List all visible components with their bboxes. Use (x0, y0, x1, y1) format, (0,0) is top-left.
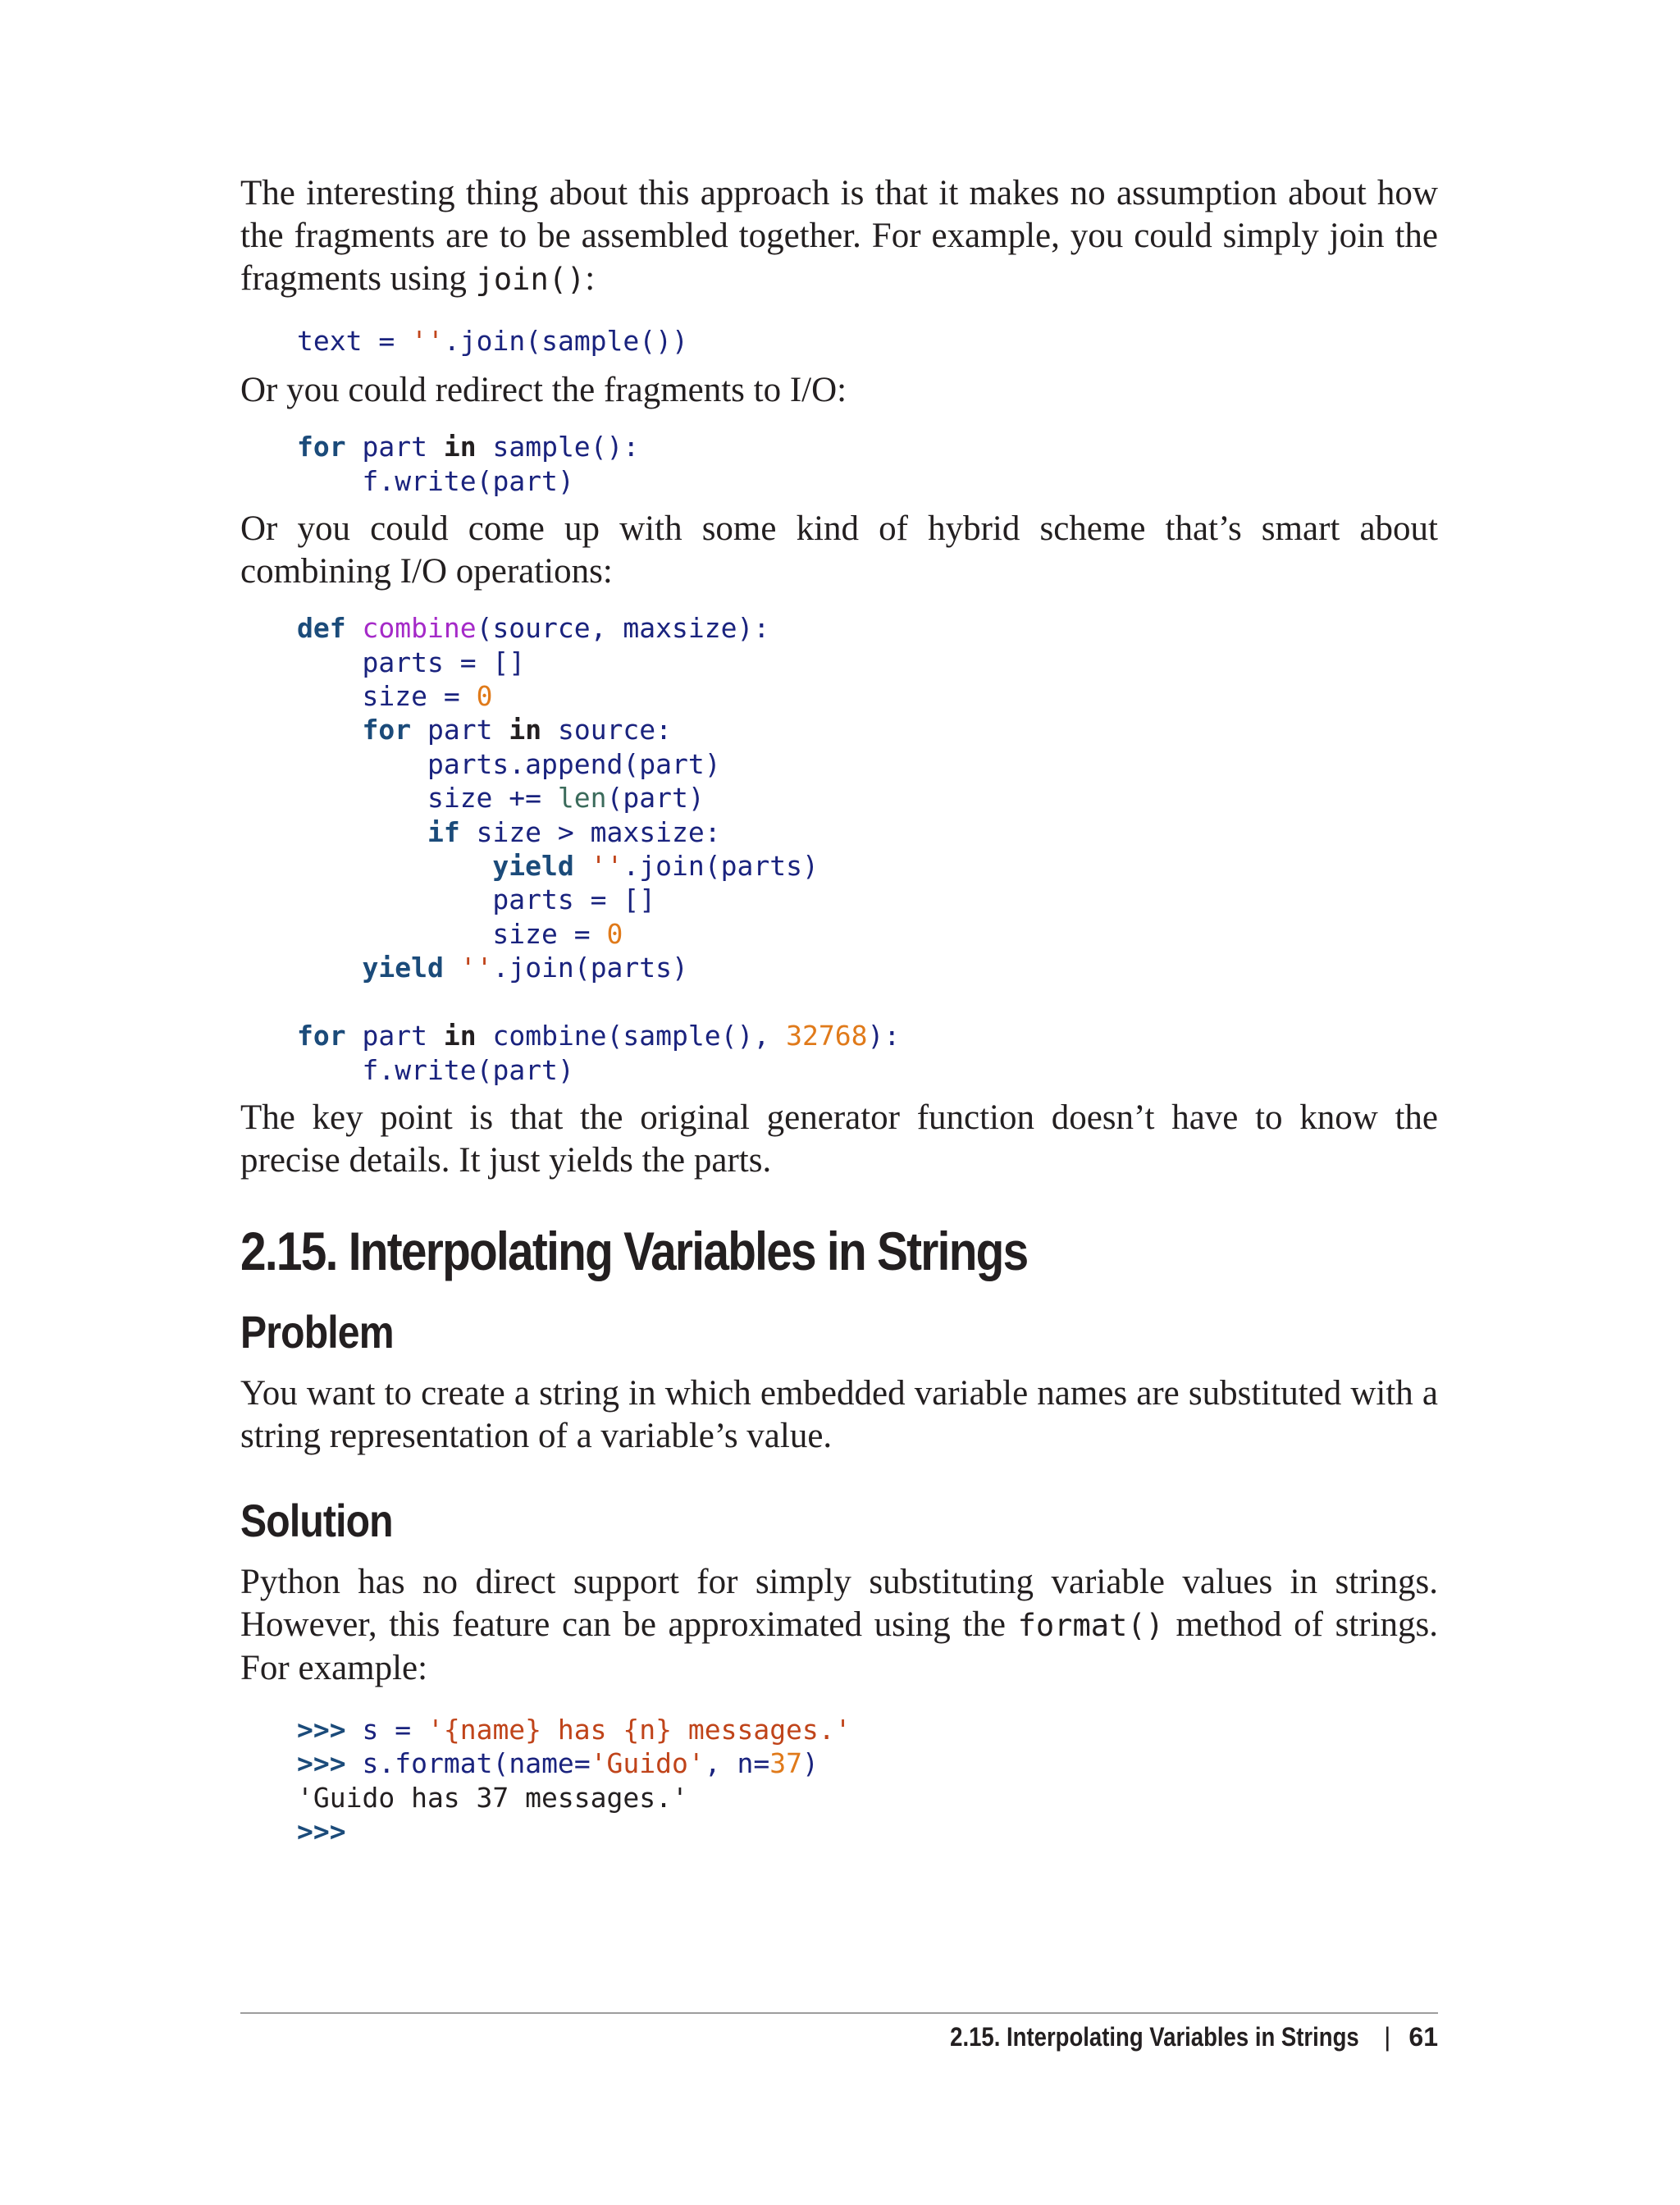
code-block-write: for part in sample(): f.write(part) (297, 431, 640, 497)
page-footer (240, 2020, 1438, 2053)
section-title: 2.15. Interpolating Variables in Strings (240, 1220, 1028, 1281)
footer-separator: | (1384, 2022, 1391, 2052)
paragraph-redirect: Or you could redirect the fragments to I/O: (240, 371, 847, 410)
page-content (240, 172, 1438, 1849)
code-block-combine: def combine(source, maxsize): parts = [] size = 0 for part in source: parts.append(part) size += len(part) if size > maxsize: yield ''.join(parts) parts = [] size = 0 yield ''.join(parts) for part in combine(sample(), 32768): f.write(part) (297, 612, 901, 1086)
paragraph-key-point: The key point is that the original generator function doesn’t have to know the precise details. It just yields the parts. (240, 1098, 1438, 1180)
code-block-join: text = ''.join(sample()) (297, 325, 688, 357)
solution-text: Python has no direct support for simply substituting variable values in strings. However, this feature can be approximated using the format() method of strings. For example: (240, 1562, 1438, 1687)
running-title: 2.15. Interpolating Variables in Strings (950, 2022, 1360, 2052)
inline-code-format: format() (1017, 1607, 1164, 1643)
code-block-format: >>> s = '{name} has {n} messages.' >>> s.format(name='Guido', n=37) 'Guido has 37 messages.' >>> (297, 1713, 851, 1848)
page-number: 61 (1408, 2022, 1438, 2052)
inline-code-join: join() (475, 262, 586, 297)
footer-rule (240, 2012, 1438, 2014)
problem-heading: Problem (240, 1305, 394, 1358)
solution-heading: Solution (240, 1494, 393, 1546)
problem-text: You want to create a string in which embedded variable names are substituted with a string representation of a variable’s value. (240, 1373, 1438, 1455)
paragraph-hybrid: Or you could come up with some kind of hybrid scheme that’s smart about combining I/O operations: (240, 509, 1438, 591)
paragraph-intro: The interesting thing about this approach is that it makes no assumption about how the fragments are to be assembled together. For example, you could simply join the fragments using join(): (240, 174, 1438, 298)
